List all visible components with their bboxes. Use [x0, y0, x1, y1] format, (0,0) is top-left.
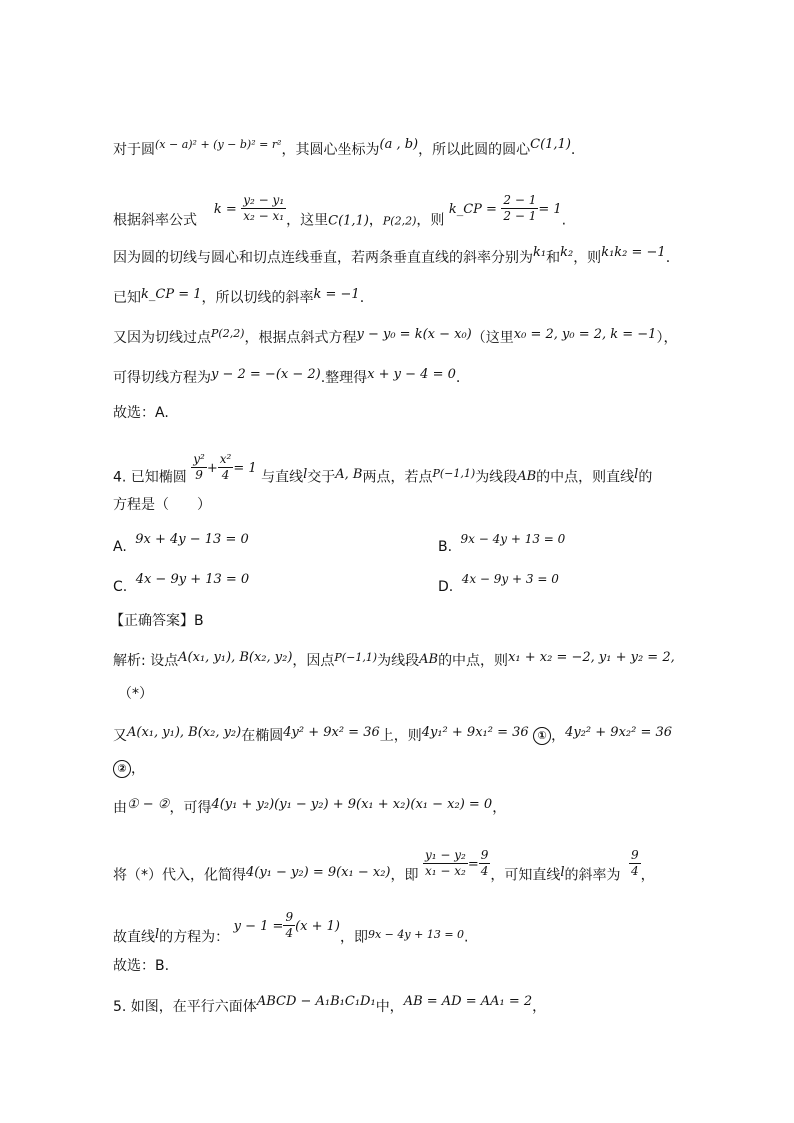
math: AB [517, 468, 537, 484]
text: 为线段 [475, 469, 518, 486]
option-equation: 4x − 9y + 3 = 0 [461, 572, 559, 586]
denominator: 9 [195, 468, 203, 482]
option-equation: 9x − 4y + 13 = 0 [460, 532, 566, 546]
text: 根据斜率公式 [113, 212, 197, 229]
numerator: y₂ − y₁ [243, 193, 285, 207]
numerator: 9 [631, 848, 639, 862]
text: ，所以此圆的圆心 [418, 142, 531, 158]
kcp-fraction [501, 193, 538, 224]
text: ，可知直线 [490, 867, 561, 884]
math: k₁ [533, 245, 547, 260]
math: l [560, 864, 565, 880]
slope-nine-fourths [629, 848, 641, 879]
math: x₀ = 2, y₀ = 2, k = −1 [513, 327, 657, 342]
x2-over-4 [218, 452, 234, 483]
solution-line-4 [113, 848, 655, 891]
text: ，则 [416, 212, 445, 229]
text: . [570, 142, 576, 158]
line-choice-a: 故选：A. [113, 405, 169, 421]
line-kcp [113, 288, 364, 309]
math: 4y₁² + 9x₁² = 36 [421, 725, 529, 740]
text: 的方程为： [159, 929, 230, 946]
option-label: B. [438, 539, 453, 555]
math: = 1 [233, 460, 257, 476]
math: k = [213, 201, 237, 217]
solution-choice-b: 故选：B. [113, 958, 170, 974]
text: 解析: 设点 [113, 653, 179, 669]
text: ，因点 [292, 653, 335, 669]
math: 4y² + 9x² = 36 [283, 725, 380, 740]
math: (a , b) [379, 137, 419, 152]
text: 中， [375, 999, 404, 1015]
text: 可得切线方程为 [113, 370, 211, 386]
numerator: y² [193, 452, 205, 466]
text: 的中点，则直线 [536, 469, 635, 486]
option-a[interactable] [113, 532, 249, 555]
text: 的中点，则 [438, 653, 509, 669]
text: . [455, 370, 461, 386]
text: 对于圆 [113, 142, 155, 158]
text: . [464, 929, 469, 946]
text: 5. 如图，在平行六面体 [113, 999, 257, 1015]
text: ）， [656, 330, 678, 346]
math: = [467, 856, 479, 872]
line-perpendicular [113, 245, 671, 269]
math: P(−1,1) [432, 466, 476, 480]
star-mark: （*） [118, 686, 153, 702]
math: x + y − 4 = 0 [367, 367, 456, 382]
math: k_CP = [448, 201, 497, 217]
math: = 1 [538, 201, 562, 217]
question-5 [113, 994, 547, 1018]
text: 又 [113, 728, 127, 744]
text: ，即 [339, 929, 368, 946]
math: AB [419, 652, 439, 667]
ratio-fraction [423, 848, 468, 879]
math: 9x − 4y + 13 = 0 [367, 927, 465, 941]
math: P(−1,1) [334, 651, 378, 664]
math: k_CP = 1 [141, 287, 202, 302]
line-point-slope [113, 328, 677, 349]
math: k = −1 [313, 287, 360, 302]
solution-line-1 [113, 651, 675, 672]
slope-fraction [241, 193, 286, 224]
math: A(x₁, y₁), B(x₂, y₂) [127, 725, 242, 740]
solution-line-2b [113, 759, 145, 779]
question-4 [113, 452, 653, 493]
math: l [634, 466, 639, 482]
numerator: 2 − 1 [503, 193, 537, 207]
numerator: y₁ − y₂ [424, 848, 466, 862]
text: ，则 [573, 250, 602, 266]
math: y − 1 = [233, 918, 284, 934]
numerator: x² [219, 452, 232, 466]
text: ， [640, 867, 655, 884]
denominator: 2 − 1 [503, 209, 537, 223]
solution-line-5 [113, 910, 469, 953]
text: 为线段 [377, 653, 420, 669]
solution-line-2 [113, 726, 672, 747]
numerator: 9 [480, 848, 489, 862]
text: （这里 [471, 330, 514, 346]
text: 故直线 [113, 929, 155, 946]
math: P(2,2) [382, 214, 417, 228]
math: C(1,1) [530, 137, 571, 152]
correct-answer: 【正确答案】B [110, 613, 204, 629]
solution-line-3 [113, 798, 506, 819]
option-label: A. [113, 539, 127, 555]
math: l [303, 466, 308, 482]
question-4-line2: 方程是（ ） [113, 497, 211, 513]
math: y − 2 = −(x − 2) [211, 367, 321, 382]
text: 又因为切线过点 [113, 330, 211, 346]
line-circle-center [113, 137, 576, 161]
option-c[interactable] [113, 572, 250, 595]
math: y − y₀ = k(x − x₀) [356, 327, 472, 342]
math: P(2,2) [211, 327, 245, 340]
denominator: 4 [631, 864, 639, 878]
text: 上，则 [379, 728, 422, 744]
denominator: 4 [285, 926, 294, 940]
option-d[interactable] [438, 572, 559, 595]
math: k₁k₂ = −1 [601, 245, 666, 260]
math: C(1,1) [328, 213, 369, 229]
text: ， [131, 761, 145, 777]
numerator: 9 [285, 910, 294, 924]
math: 4(y₁ + y₂)(y₁ − y₂) + 9(x₁ + x₂)(x₁ − x₂) = 0 [211, 797, 493, 812]
text: . [359, 290, 365, 306]
option-label: D. [438, 579, 454, 595]
text: ， [551, 728, 566, 744]
math: l [155, 926, 160, 942]
math: k₂ [560, 245, 574, 260]
option-equation: 9x + 4y − 13 = 0 [135, 532, 249, 547]
line-tangent-eq [113, 368, 460, 389]
text: ，其圆心坐标为 [281, 142, 380, 158]
text: ， [368, 212, 383, 229]
denominator: 4 [480, 864, 489, 878]
text: ，可得 [169, 800, 212, 816]
text: 和 [546, 250, 561, 266]
math: AB = AD = AA₁ = 2 [403, 994, 533, 1009]
text: 在椭圆 [241, 728, 284, 744]
text: 已知 [113, 290, 141, 306]
y2-over-9 [191, 452, 207, 483]
text: ，这里 [286, 212, 329, 229]
text: ，所以切线的斜率 [201, 290, 314, 306]
option-label: C. [113, 579, 128, 595]
line-slope-fraction [283, 910, 295, 941]
math: A(x₁, y₁), B(x₂, y₂) [178, 650, 293, 665]
denominator: x₂ − x₁ [243, 209, 285, 223]
math: x₁ + x₂ = −2, y₁ + y₂ = 2, [508, 650, 675, 665]
text: ，即 [390, 867, 419, 884]
option-equation: 4x − 9y + 13 = 0 [135, 572, 250, 587]
line-slope-formula [113, 193, 567, 236]
circled-two: ② [113, 760, 131, 778]
math: + [206, 460, 218, 476]
option-b[interactable] [438, 532, 566, 555]
denominator: x₁ − x₂ [424, 864, 466, 878]
text: 两点，若点 [362, 469, 433, 486]
text: .整理得 [320, 370, 368, 386]
text: 与直线 [261, 469, 304, 486]
math: (x − a)² + (y − b)² = r² [155, 138, 282, 151]
text: ， [532, 999, 547, 1015]
text: 的 [638, 469, 653, 486]
math: (x + 1) [295, 918, 340, 934]
text: 交于 [307, 469, 336, 486]
text: 的斜率为 [564, 867, 621, 884]
text: ， [492, 800, 507, 816]
text: 将（*）代入，化简得 [113, 867, 246, 884]
text: . [665, 250, 671, 266]
text: 因为圆的切线与圆心和切点连线垂直，若两条垂直直线的斜率分别为 [113, 250, 533, 266]
circled-one: ① [533, 727, 551, 745]
math: ① − ② [127, 797, 170, 812]
text: . [561, 212, 567, 229]
nine-fourths [479, 848, 491, 879]
math: 4(y₁ − y₂) = 9(x₁ − x₂) [246, 864, 391, 880]
math: ABCD − A₁B₁C₁D₁ [256, 994, 376, 1009]
text: ，根据点斜式方程 [244, 330, 357, 346]
denominator: 4 [221, 468, 230, 482]
math: 4y₂² + 9x₂² = 36 [565, 725, 673, 740]
text: 由 [113, 800, 127, 816]
text: 4. 已知椭圆 [113, 469, 187, 486]
math: A, B [335, 466, 363, 482]
